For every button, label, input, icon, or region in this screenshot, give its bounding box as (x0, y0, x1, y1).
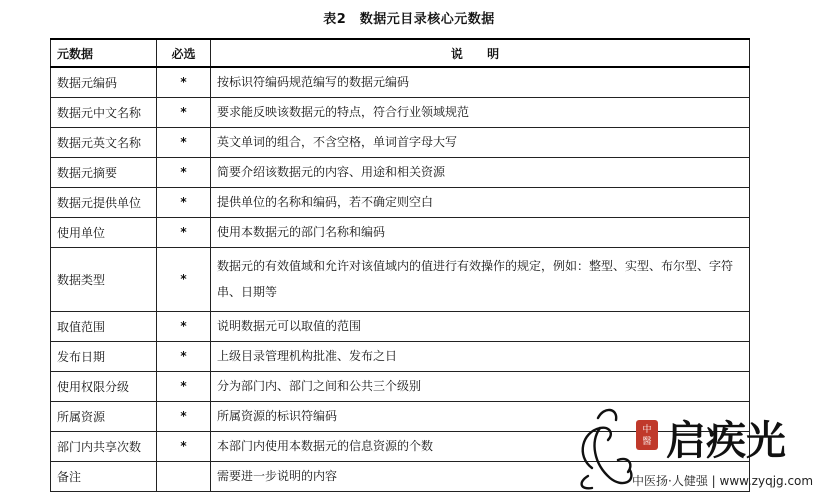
seal-stamp (636, 420, 658, 450)
cell-description: 提供单位的名称和编码，若不确定则空白 (211, 187, 750, 217)
cell-name: 取值范围 (51, 311, 157, 341)
cell-description: 要求能反映该数据元的特点，符合行业领域规范 (211, 97, 750, 127)
cell-required: * (157, 127, 211, 157)
header-description: 说 明 (211, 39, 750, 67)
cell-required: * (157, 157, 211, 187)
cell-name: 所属资源 (51, 401, 157, 431)
cell-required: * (157, 371, 211, 401)
cell-required: * (157, 311, 211, 341)
cell-description: 数据元的有效值域和允许对该值域内的值进行有效操作的规定，例如：整型、实型、布尔型、字符串、日期等 (211, 247, 750, 311)
cell-description: 说明数据元可以取值的范围 (211, 311, 750, 341)
cell-name: 使用单位 (51, 217, 157, 247)
cell-required: * (157, 431, 211, 461)
table-row (51, 157, 750, 187)
cell-description: 本部门内使用本数据元的信息资源的个数 (211, 431, 750, 461)
watermark-tagline: 中医扬·人健强 (632, 474, 708, 488)
cell-name: 使用权限分级 (51, 371, 157, 401)
dragon-emblem-icon (582, 410, 632, 488)
seal-text-top: 中 (642, 425, 652, 435)
cell-name: 部门内共享次数 (51, 431, 157, 461)
table-row (51, 217, 750, 247)
header-required: 必选 (157, 39, 211, 67)
table-row (51, 127, 750, 157)
cell-description: 上级目录管理机构批准、发布之日 (211, 341, 750, 371)
table-row (51, 247, 750, 311)
seal-text-bottom: 醫 (642, 437, 652, 447)
table-row (51, 371, 750, 401)
cell-name: 数据元编码 (51, 67, 157, 97)
header-name: 元数据 (51, 39, 157, 67)
watermark-site: www.zyqjg.com (719, 474, 814, 488)
table-row (51, 97, 750, 127)
watermark-footer: 中医扬·人健强 | www.zyqjg.com (632, 474, 814, 488)
cell-description: 使用本数据元的部门名称和编码 (211, 217, 750, 247)
watermark-brand: 启疾光 (666, 417, 786, 464)
cell-required (157, 461, 211, 491)
cell-description: 所属资源的标识符编码 (211, 401, 750, 431)
table-row (51, 341, 750, 371)
cell-description: 简要介绍该数据元的内容、用途和相关资源 (211, 157, 750, 187)
cell-name: 数据元中文名称 (51, 97, 157, 127)
cell-description: 按标识符编码规范编写的数据元编码 (211, 67, 750, 97)
cell-name: 备注 (51, 461, 157, 491)
table-row (51, 311, 750, 341)
cell-required: * (157, 187, 211, 217)
table-header-row (51, 39, 750, 67)
cell-required: * (157, 341, 211, 371)
cell-required: * (157, 401, 211, 431)
cell-name: 数据元提供单位 (51, 187, 157, 217)
table-title: 表2 数据元目录核心元数据 (323, 12, 495, 27)
cell-description: 英文单词的组合，不含空格，单词首字母大写 (211, 127, 750, 157)
cell-required: * (157, 67, 211, 97)
cell-name: 数据类型 (51, 247, 157, 311)
cell-description: 需要进一步说明的内容 (211, 461, 750, 491)
cell-required: * (157, 247, 211, 311)
cell-required: * (157, 97, 211, 127)
table-row (51, 67, 750, 97)
cell-description: 分为部门内、部门之间和公共三个级别 (211, 371, 750, 401)
cell-name: 数据元摘要 (51, 157, 157, 187)
table-row (51, 187, 750, 217)
cell-name: 数据元英文名称 (51, 127, 157, 157)
cell-required: * (157, 217, 211, 247)
cell-name: 发布日期 (51, 341, 157, 371)
